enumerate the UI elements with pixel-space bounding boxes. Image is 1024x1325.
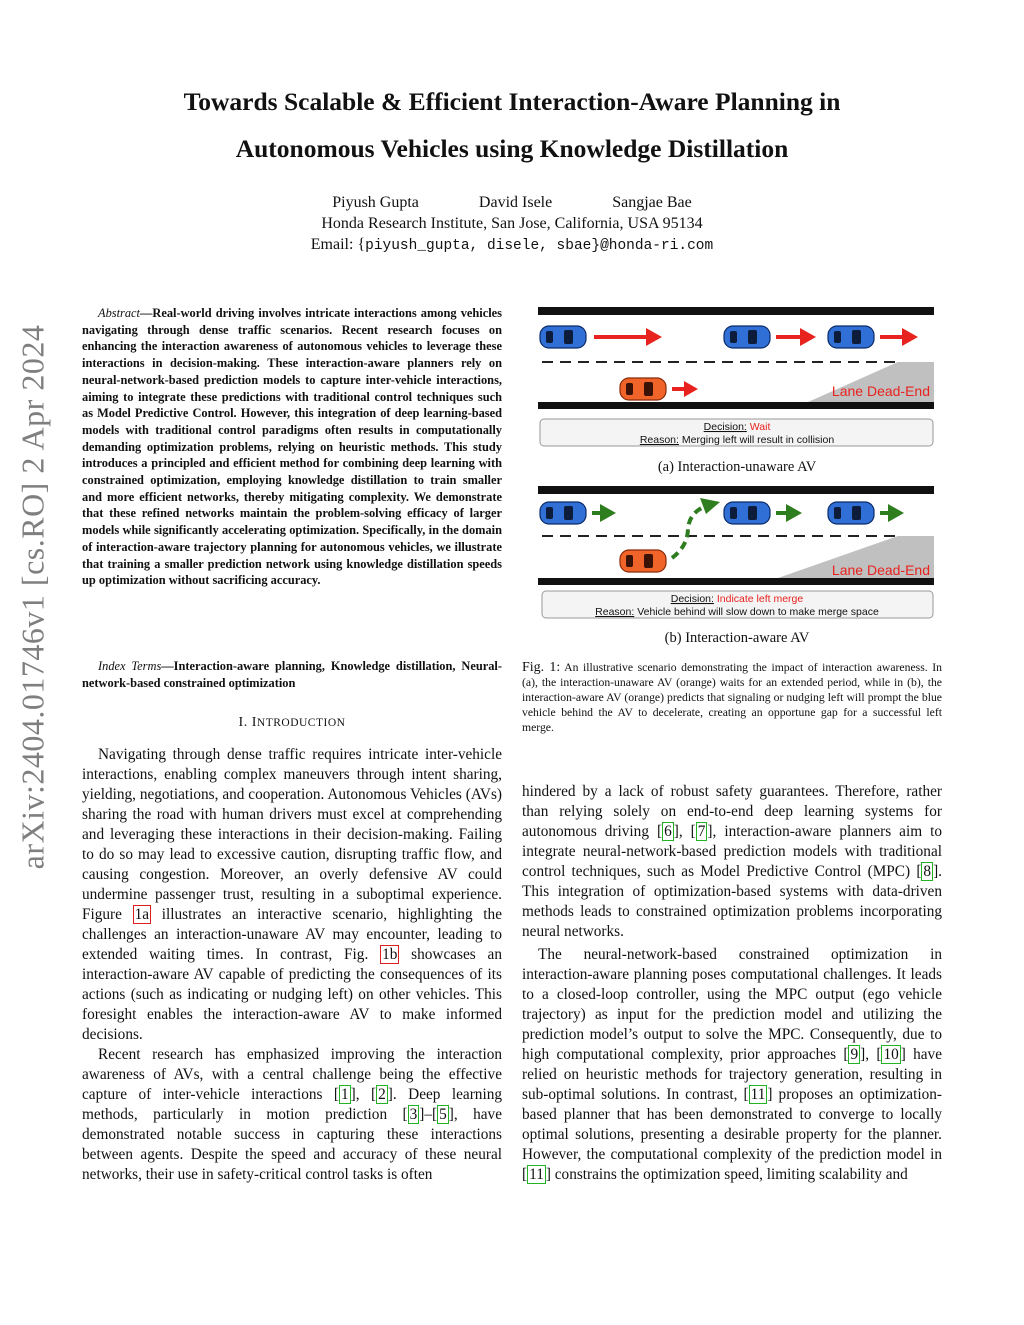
citation-link[interactable]: 9 xyxy=(850,1046,859,1063)
green-arrow-icon xyxy=(880,504,904,522)
lane-dead-end-label: Lane Dead-End xyxy=(831,383,930,399)
road-bottom-edge xyxy=(538,402,934,409)
index-terms xyxy=(82,658,502,691)
red-arrow-icon xyxy=(776,328,816,346)
section-title-initial: I xyxy=(251,715,257,730)
citation-link[interactable]: 11 xyxy=(529,1166,544,1183)
citation-link[interactable]: 8 xyxy=(923,863,932,880)
citation-link[interactable]: 10 xyxy=(883,1046,899,1063)
figure-ref-1b[interactable]: 1b xyxy=(382,946,398,963)
intro-paragraph-4: The neural-network-based constrained optimization in interaction-aware planning poses computational challenges. It leads to a closed-loop controller, using the MPC output (ego vehicle trajectory) as input for the prediction model and utilizing the prediction model’s output to solve the MPC. Consequently, due to high computational complexity, prior approaches [ 9 ], [ 10 ] have relied on heuristic methods for trajectory generation, resulting in sub-optimal solutions. In contrast, [ 11 ] proposes an optimization-based planner that has been demonstrated to converge to locally optimal solutions, presenting a desirable property for the planner. However, the computational complexity of the prediction model in [ 11 ] constrains the optimization speed, limiting scalability and xyxy=(522,946,942,1183)
figure-caption-text: An illustrative scenario demonstrating the impact of interaction awareness. In (a), the interaction-unaware AV (orange) waits for an extended period, while in (b), the interaction-aware AV (orange) predicts that signaling or nudging left will prompt the blue vehicle behind the AV to decelerate, creating an opportune gap for a successful left merge. xyxy=(522,661,942,734)
author-2: David Isele xyxy=(478,194,553,211)
reason-line: Reason: Merging left will result in collision xyxy=(639,434,835,446)
intro-paragraph-2: Recent research has emphasized improving the interaction awareness of AVs, with a central challenge being the effective capture of inter-vehicle interactions [ 1 ], [ 2 ]. Deep learning methods, particularly in motion prediction [ 3 ]–[ 5 ], have demonstrated notable success in capturing these interactions between agents. Despite the speed and accuracy of these neural networks, their use in safety-critical control tasks is often xyxy=(82,1046,502,1183)
blue-car-icon xyxy=(724,326,770,348)
blue-car-icon xyxy=(540,326,586,348)
citation-link[interactable]: 3 xyxy=(409,1106,418,1123)
section-heading-introduction xyxy=(82,715,502,731)
paper-title xyxy=(80,78,944,172)
index-terms-label: Index Terms xyxy=(98,659,162,673)
merge-path-arrow-icon xyxy=(672,498,720,558)
arxiv-sidebar-stamp xyxy=(8,262,58,932)
citation-link[interactable]: 6 xyxy=(664,823,672,840)
intro-paragraph-3: hindered by a lack of robust safety guarantees. Therefore, rather than relying solely on end-to-end deep learning systems for autonomous driving [ 6 ], [ 7 ], interaction-aware planners aim to integrate neural-network-based prediction models with traditional control techniques, such as Model Predictive Control (MPC) [ 8 ]. This integration of optimization-based systems with data-driven methods leads to constrained optimization problems incorporating neural networks. xyxy=(522,783,942,940)
lane-dead-end-label: Lane Dead-End xyxy=(831,562,930,578)
orange-ego-car-icon xyxy=(620,550,666,572)
abstract-text: —Real-world driving involves intricate interactions among vehicles navigating through dense traffic scenarios. Recent research focuses on enhancing the interaction awareness of autonomous vehicles to leverage these interactions in decision-making. These interaction-aware planners rely on neural-network-based prediction models to capture inter-vehicle interactions, aiming to integrate these predictions with traditional control techniques such as Model Predictive Control. However, this integration of deep learning-based models with traditional control paradigms often results in computationally demanding optimization problems, relying on heuristic methods. This study introduces a principled and efficient method for combining deep learning with constrained optimization, employing knowledge distillation to train smaller and more efficient networks, thereby mitigating complexity. We demonstrate that these refined networks maintain the problem-solving efficacy of larger models while significantly accelerating optimization. Specifically, in the domain of interaction-aware trajectory planning for autonomous vehicles, we illustrate that training a smaller prediction network using knowledge distillation speeds up optimization without sacrificing accuracy. xyxy=(82,306,502,588)
citation-link[interactable]: 7 xyxy=(697,823,706,840)
intro-left-column xyxy=(82,745,502,1185)
red-arrow-icon xyxy=(672,381,698,397)
index-terms-text: —Interaction-aware planning, Knowledge distillation, Neural-network-based constrained optimization xyxy=(82,659,502,690)
intro-paragraph-1: Navigating through dense traffic requires intricate inter-vehicle interactions, enabling complex maneuvers through intent sharing, yielding, negotiations, and cooperation. Autonomous Vehicles (AVs) sharing the road with human drivers must excel at comprehending and leveraging these interactions in their decision-making. Failing to do so may lead to excessive caution, disrupting traffic flow, and causing congestion. Moreover, an overly defensive AV could undermine passenger trust, resulting in a suboptimal experience. Figure 1a illustrates an interactive scenario, highlighting the challenges an interaction-unaware AV may encounter, leading to extended waiting times. In contrast, Fig. 1b showcases an interaction-aware AV capable of predicting the consequences of its actions (such as indicating or nudging left) on other vehicles. This foresight enables the interaction-aware AV to make informed decisions. xyxy=(82,746,502,1043)
affiliation: Honda Research Institute, San Jose, California, USA 95134 xyxy=(321,215,703,232)
citation-link[interactable]: 11 xyxy=(750,1086,766,1103)
road-top-edge xyxy=(538,486,934,494)
section-numeral: I. xyxy=(238,715,252,730)
author-names xyxy=(80,194,944,212)
subcaption-b: (b) Interaction-aware AV xyxy=(664,630,810,646)
citation-link[interactable]: 2 xyxy=(378,1086,386,1103)
blue-car-icon xyxy=(828,326,874,348)
citation-link[interactable]: 1 xyxy=(341,1086,349,1103)
road-bottom-edge xyxy=(538,578,934,585)
author-1: Piyush Gupta xyxy=(332,194,419,211)
red-arrow-icon xyxy=(880,328,918,346)
figure-1a-diagram xyxy=(538,302,936,452)
green-arrow-icon xyxy=(776,504,802,522)
subcaption-a: (a) Interaction-unaware AV xyxy=(657,459,817,475)
email-prefix: Email: { xyxy=(310,236,366,253)
intro-right-column xyxy=(522,782,942,1185)
author-block xyxy=(80,194,944,254)
section-title-rest: NTRODUCTION xyxy=(256,717,346,729)
figure-1-caption xyxy=(522,660,942,735)
title-line-2: Autonomous Vehicles using Knowledge Distillation xyxy=(235,134,789,163)
abstract-label: Abstract xyxy=(98,306,140,320)
reason-line: Reason: Vehicle behind will slow down to make merge space xyxy=(595,606,879,618)
figure-1b-diagram xyxy=(538,486,936,622)
email-handles: piyush_gupta, disele, sbae xyxy=(365,238,592,254)
email-domain: }@honda-ri.com xyxy=(591,238,714,254)
figure-caption-label: Fig. 1: xyxy=(522,660,561,675)
arxiv-id: arXiv:2404.01746v1 [cs.RO] 2 Apr 2024 xyxy=(14,324,51,870)
blue-car-icon xyxy=(828,502,874,524)
decision-line: Decision: Indicate left merge xyxy=(670,593,804,605)
citation-link[interactable]: 5 xyxy=(439,1106,447,1123)
figure-ref-1a[interactable]: 1a xyxy=(134,906,150,923)
orange-ego-car-icon xyxy=(620,378,666,400)
road-top-edge xyxy=(538,307,934,315)
green-arrow-icon xyxy=(592,504,616,522)
title-line-1: Towards Scalable & Efficient Interaction-Aware Planning in xyxy=(183,87,841,116)
blue-car-icon xyxy=(540,502,586,524)
blue-car-icon xyxy=(724,502,770,524)
red-arrow-icon xyxy=(594,328,662,346)
decision-line: Decision: Wait xyxy=(703,421,771,433)
author-3: Sangjae Bae xyxy=(612,194,692,211)
email-line xyxy=(80,236,944,254)
abstract xyxy=(82,305,502,589)
